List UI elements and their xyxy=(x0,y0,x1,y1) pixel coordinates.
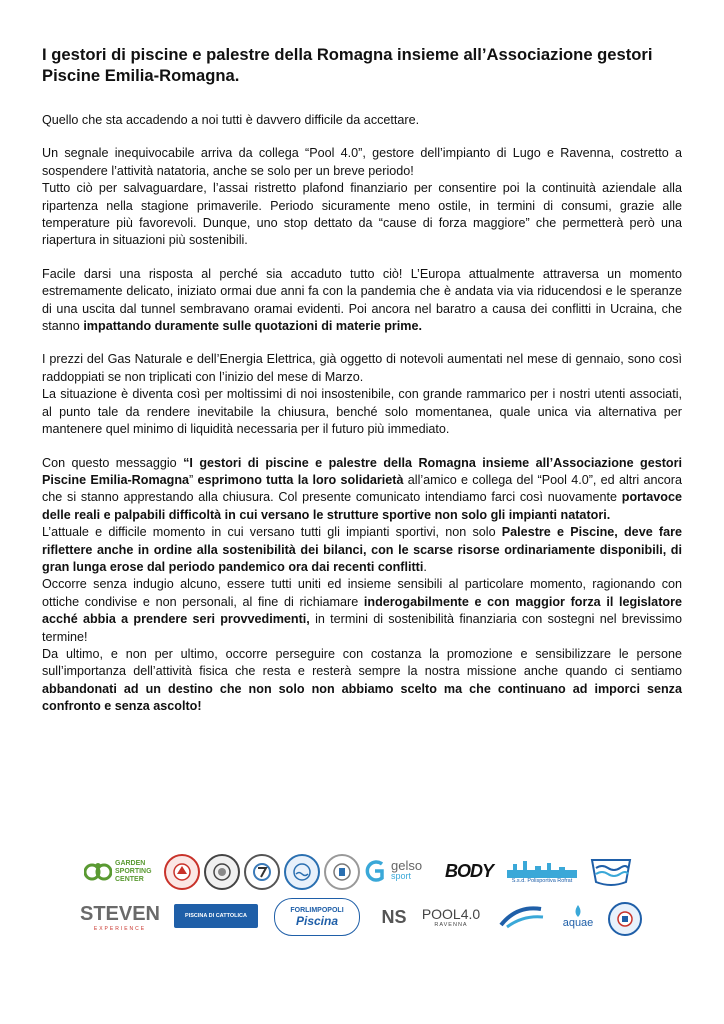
logo-club-badge-3 xyxy=(244,854,280,890)
polisportiva-text: S.s.d. Polisportiva Rofrat xyxy=(511,878,573,884)
logo-club-badge-5 xyxy=(324,854,360,890)
gelso-sub: sport xyxy=(391,871,412,881)
crest-emblem-icon xyxy=(332,862,352,882)
paragraph-situation: La situazione è diventa così per moltissimi di noi insostenibile, con grande rammarico per i nostri utenti associati, al punto tale da rendere inevitabile la chiusura, benché solo momentanea, quale unica via alternativa per mantenere quel minimo di liquidità necessaria per il futuro più immediato. xyxy=(42,387,682,437)
sponsor-logos xyxy=(78,848,648,938)
city-skyline-icon xyxy=(507,858,577,878)
logo-steven xyxy=(80,900,160,934)
paragraph-current-moment xyxy=(42,524,682,576)
text-final-bold: abbandonati ad un destino che non solo non abbiamo scelto ma che continuano ad imporci senza confronto e senza ascolto! xyxy=(42,681,682,714)
logo-piscina-cattolica xyxy=(174,904,258,928)
laurel-emblem-icon xyxy=(212,862,232,882)
body-text: BODY xyxy=(444,860,493,881)
garden-line2: SPORTING xyxy=(115,868,152,875)
steven-sub: EXPERIENCE xyxy=(93,925,147,932)
paragraph-final xyxy=(42,646,682,716)
text-europe: Facile darsi una risposta al perché sia accaduto tutto ciò! L’Europa attualmente attraversa un momento estremamente delicato, iniziato ormai due anni fa con la pandemia che è andata via via riducendosi e le speranze di una uscita dal tunnel sembravano oramai evidenti. Poi ancora nel baratro a causa dei conflitti in Ucraina, che stanno xyxy=(42,266,682,334)
text-message-5: all’amico e collega del “Pool 4.0”, ed altri ancora che si stanno apprestando alla chiusura. Col presente comunicato intendiamo farci così nuovamente xyxy=(42,472,683,505)
text-moment-1: L’attuale e difficile momento in cui versano tutti gli impianti sportivi, non solo xyxy=(42,525,502,540)
paragraph-pool-signal: Un segnale inequivocabile arriva da collega “Pool 4.0”, gestore dell’impianto di Lugo e Ravenna, costretto a sospendere l’attività natatoria, anche se solo per un breve periodo! xyxy=(42,146,682,178)
logo-polisportiva-r xyxy=(494,900,550,934)
logo-gelso-sport xyxy=(362,852,434,890)
text-message-quote: “I gestori di piscine e palestre della Romagna insieme all’Associazione gestori Piscine Emilia-Romagna xyxy=(42,455,682,487)
logo-forlimpopoli xyxy=(274,898,360,936)
drop-icon xyxy=(571,905,585,917)
logo-garden-sporting-center xyxy=(84,854,156,890)
forlimpopoli-line2: Piscina xyxy=(295,913,339,928)
garden-line1: GARDEN xyxy=(115,860,146,867)
text-message-3: ” xyxy=(189,472,198,487)
emblem-seven-icon xyxy=(252,862,272,882)
logo-polisportiva xyxy=(504,854,580,888)
pool40-text: POOL4.0 xyxy=(421,906,481,922)
paragraph-europe xyxy=(42,266,682,336)
text-legislator-bold: inderogabilmente e con maggior forza il legislatore acché abbia a prendere seri provvedimenti, xyxy=(42,594,682,627)
text-united-3: in termini di sostenibilità finanziaria con sostegni nel brevissimo termine! xyxy=(42,612,682,644)
text-materials-bold: impattando duramente sulle quotazioni di materie prime. xyxy=(83,319,422,334)
ns-text: NS xyxy=(381,906,407,927)
forlimpopoli-line1: FORLIMPOPOLI xyxy=(290,906,344,914)
paragraph-message xyxy=(42,455,682,525)
cattolica-text: PISCINA DI CATTOLICA xyxy=(185,913,247,919)
paragraph-united xyxy=(42,576,682,646)
text-final-1: Da ultimo, e non per ultimo, occorre perseguire con costanza la promozione e sensibilizzare le persone sull’importanza dell’attività fisica che resta e resterà sempre la nostra missione anche quando ci sentiamo xyxy=(42,646,682,679)
document-page xyxy=(42,44,682,716)
paragraph-prices: I prezzi del Gas Naturale e dell’Energia Elettrica, già oggetto di notevoli aumentati nel mese di gennaio, sono così raddoppiati se non triplicati con l’inizio del mese di Marzo. xyxy=(42,352,682,384)
text-message-1: Con questo messaggio xyxy=(42,455,184,470)
garden-gsc-icon xyxy=(84,859,112,885)
text-solidarity: esprimono tutta la loro solidarietà xyxy=(197,472,404,487)
swimmer-emblem-icon xyxy=(292,862,312,882)
logo-club-swimming xyxy=(586,852,636,890)
shield-emblem-icon xyxy=(172,862,192,882)
text-spokesperson: portavoce delle reali e palpabili difficoltà in cui versano le strutture sportive non solo gli impianti natatori. xyxy=(42,490,682,522)
logo-lugo-badge xyxy=(608,902,642,936)
aquae-text: aquae xyxy=(562,917,594,929)
logo-ns xyxy=(378,900,410,934)
wave-crest-icon xyxy=(588,854,634,888)
paragraph-intro: Quello che sta accadendo a noi tutti è davvero difficile da accettare. xyxy=(42,113,420,127)
logo-body xyxy=(438,856,500,886)
garden-line3: CENTER xyxy=(115,876,144,883)
logo-club-badge-4 xyxy=(284,854,320,890)
logo-aquae xyxy=(556,900,600,934)
gelso-g-icon xyxy=(362,856,388,886)
paragraph-safeguard: Tutto ciò per salvaguardare, l’assai ristretto plafond finanziario per consentire poi la continuità aziendale alla ripartenza nella stagione primaverile. Periodo sicuramente meno ostile, in termini di consumi, grazie alle temperature più favorevoli. Dunque, uno stop dettato da “cause di forza maggiore” che permetterà però una riapertura in situazioni più sostenibili. xyxy=(42,181,682,248)
gelso-name: gelso xyxy=(391,858,423,873)
text-moment-bold: Palestre e Piscine, deve fare riflettere anche in ordine alla sostenibilità dei bilanci, con le scarse risorse ordinariamente disponibili, di gran lunga erose dal periodo pandemico ora dai recenti conflitti xyxy=(42,525,682,574)
r-swoosh-icon xyxy=(497,903,547,931)
text-moment-3: . xyxy=(423,559,427,574)
logo-club-badge-2 xyxy=(204,854,240,890)
text-united-1: Occorre senza indugio alcuno, essere tutti uniti ed insieme sensibili al particolare momento, ragionando con ottiche condivise e non personali, al fine di richiamare xyxy=(42,577,682,609)
document-title: I gestori di piscine e palestre della Romagna insieme all’Associazione gestori Piscine Emilia-Romagna. xyxy=(42,45,653,85)
lugo-emblem-icon xyxy=(616,910,634,928)
logo-pool40 xyxy=(416,900,486,934)
logo-club-badge-1 xyxy=(164,854,200,890)
pool40-sub: RAVENNA xyxy=(434,922,468,928)
steven-text: STEVEN xyxy=(80,902,160,925)
